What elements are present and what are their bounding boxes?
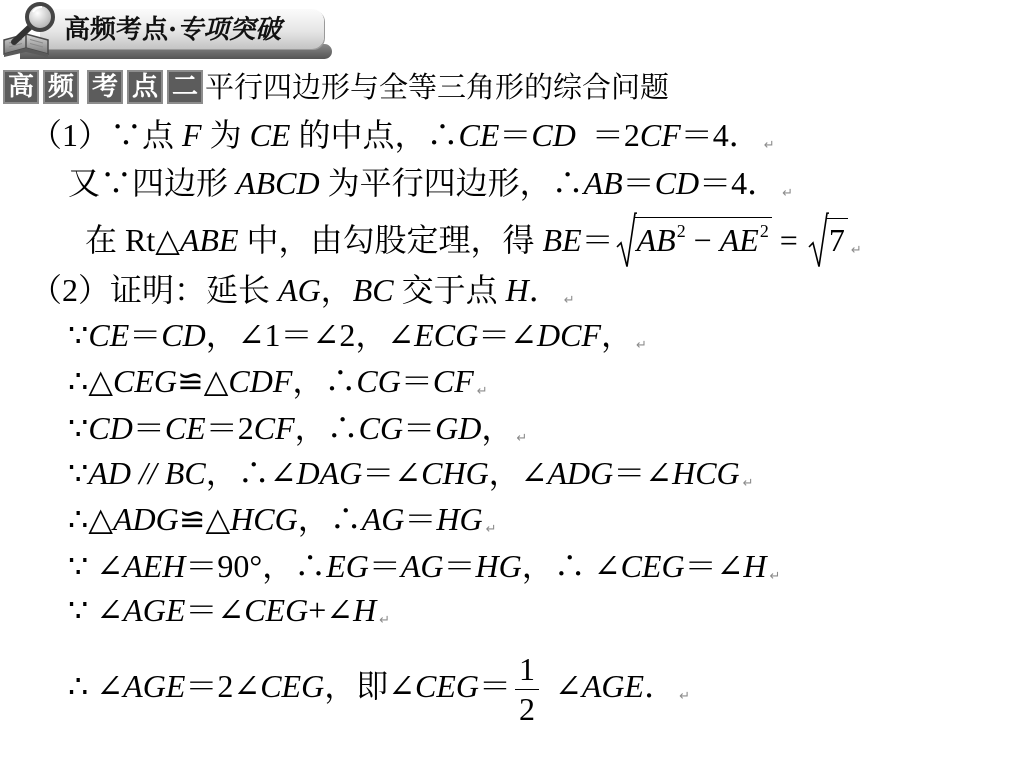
- math-variable: CD: [161, 317, 206, 353]
- square-root: [808, 212, 848, 268]
- section-badge: 高: [3, 70, 39, 104]
- text-run: ≌△: [176, 363, 229, 399]
- text-run: ，: [481, 410, 514, 446]
- math-variable: ABE: [179, 222, 239, 258]
- math-variable: AEH: [123, 548, 186, 584]
- text-run: ，: [320, 272, 353, 308]
- text-run: ＝90°，∴: [185, 548, 327, 584]
- math-variable: CF: [432, 363, 474, 399]
- text-run: ∵: [68, 317, 89, 353]
- math-variable: AE: [719, 222, 759, 258]
- text-run: ∴ ∠: [68, 668, 124, 704]
- text-run: ＝: [403, 410, 436, 446]
- text-run: ，∴: [294, 410, 359, 446]
- text-run: ＝: [368, 548, 401, 584]
- math-variable: ADG: [547, 455, 614, 491]
- text-run: ＝: [129, 317, 162, 353]
- math-variable: CEG: [415, 668, 480, 704]
- math-variable: BE: [542, 222, 582, 258]
- math-variable: CD: [654, 165, 700, 201]
- text-run: ＝: [400, 363, 433, 399]
- text-run: ＝: [499, 117, 532, 153]
- math-variable: AGE: [123, 668, 186, 704]
- text-run: −: [685, 222, 720, 258]
- text-run: 的中点，∴: [290, 117, 459, 153]
- text-run: （2）证明：延长: [30, 272, 279, 308]
- text-run: ＝: [443, 548, 476, 584]
- radicand: [827, 218, 848, 259]
- math-variable: ECG: [414, 317, 479, 353]
- math-variable: CEG: [112, 363, 177, 399]
- superscript: 2: [676, 221, 686, 242]
- text-run: ，∴ ∠: [521, 548, 621, 584]
- text-run: ＝∠: [185, 592, 245, 628]
- paragraph-mark: ↵: [563, 293, 575, 308]
- fraction: [515, 650, 539, 728]
- text-run: ＝∠: [684, 548, 744, 584]
- section-badges: [3, 70, 203, 104]
- math-variable: EG: [326, 548, 369, 584]
- text-run: ＝: [404, 501, 437, 537]
- solution-line: [85, 212, 862, 279]
- text-run: ＝: [132, 410, 165, 446]
- banner-title-script: 专项突破: [177, 15, 282, 45]
- math-variable: AGE: [123, 592, 186, 628]
- math-variable: AB: [583, 165, 623, 201]
- text-run: 为平行四边形，∴: [319, 165, 584, 201]
- section-badge: 二: [167, 70, 203, 104]
- fraction-numerator: 1: [515, 653, 539, 691]
- header-banner: [0, 0, 336, 62]
- math-variable: DCF: [537, 317, 601, 353]
- math-variable: AG: [400, 548, 444, 584]
- paragraph-mark: ↵: [850, 243, 862, 258]
- text-run: 7: [828, 222, 845, 258]
- paragraph-mark: ↵: [763, 138, 775, 153]
- math-variable: AB: [636, 222, 676, 258]
- math-variable: CEG: [620, 548, 685, 584]
- math-variable: CEG: [244, 592, 309, 628]
- text-run: ＝4．: [680, 117, 761, 153]
- math-variable: CDF: [228, 363, 293, 399]
- math-variable: AG: [278, 272, 321, 308]
- solution-line: [30, 270, 575, 321]
- text-run: （1）∵点: [30, 117, 183, 153]
- text-run: ＝∠: [613, 455, 673, 491]
- text-run: 交于点: [393, 272, 506, 308]
- text-run: ∠: [547, 668, 582, 704]
- text-run: ∵ ∠: [68, 592, 124, 628]
- text-run: 为: [201, 117, 250, 153]
- text-run: ，即∠: [324, 668, 416, 704]
- math-variable: ADG: [112, 501, 179, 537]
- text-run: +∠: [308, 592, 354, 628]
- math-variable: CD: [531, 117, 576, 153]
- text-run: ∵: [68, 410, 89, 446]
- math-variable: CE: [88, 317, 130, 353]
- math-variable: F: [182, 117, 202, 153]
- fraction-denominator: 2: [519, 691, 536, 728]
- text-run: ＝: [581, 222, 614, 258]
- text-run: ∴△: [68, 501, 113, 537]
- paragraph-mark: ↵: [485, 522, 497, 537]
- math-variable: CHG: [421, 455, 489, 491]
- solution-line: [30, 115, 775, 166]
- square-root: [616, 212, 772, 268]
- text-run: ．: [528, 272, 561, 308]
- banner-title: [64, 14, 281, 46]
- math-variable: AG: [361, 501, 405, 537]
- text-run: ，∴: [292, 363, 357, 399]
- solution-line: [68, 453, 754, 504]
- text-run: ∴△: [68, 363, 113, 399]
- text-run: 中，由勾股定理，得: [238, 222, 543, 258]
- math-variable: DAG: [296, 455, 363, 491]
- paragraph-mark: ↵: [742, 476, 754, 491]
- text-run: ＝∠: [478, 317, 537, 353]
- text-run: ＝: [479, 668, 512, 704]
- math-variable: HCG: [672, 455, 740, 491]
- math-variable: BC: [352, 272, 394, 308]
- math-variable: AD // BC: [88, 455, 206, 491]
- text-run: ∵: [68, 455, 89, 491]
- math-variable: CF: [253, 410, 295, 446]
- solution-line: [68, 408, 527, 459]
- math-variable: CEG: [260, 668, 325, 704]
- solution-line: [68, 315, 647, 366]
- math-variable: AGE: [581, 668, 645, 704]
- math-variable: H: [743, 548, 767, 584]
- text-run: ，∴∠: [205, 455, 297, 491]
- text-run: ≌△: [178, 501, 231, 537]
- section-badge: 考: [87, 70, 123, 104]
- math-variable: HG: [436, 501, 483, 537]
- paragraph-mark: ↵: [516, 431, 528, 446]
- superscript: 2: [759, 221, 769, 242]
- text-run: ＝4．: [699, 165, 780, 201]
- radicand: [635, 217, 772, 259]
- section-badge: 频: [43, 70, 79, 104]
- text-run: 在 Rt△: [85, 222, 180, 258]
- text-run: 又∵四边形: [68, 165, 237, 201]
- paragraph-mark: ↵: [379, 613, 391, 628]
- text-run: ＝2: [205, 410, 254, 446]
- text-run: ＝∠: [362, 455, 422, 491]
- section-title: 平行四边形与全等三角形的综合问题: [205, 70, 670, 104]
- text-run: ，∠: [488, 455, 548, 491]
- math-variable: H: [353, 592, 377, 628]
- math-variable: CD: [88, 410, 133, 446]
- text-run: ＝2: [575, 117, 640, 153]
- text-run: ，∠1＝∠2，∠: [205, 317, 415, 353]
- banner-title-main: 高频考点·: [64, 15, 178, 45]
- math-variable: HG: [475, 548, 522, 584]
- section-badge: 点: [127, 70, 163, 104]
- math-variable: CF: [639, 117, 681, 153]
- text-run: ．: [644, 668, 677, 704]
- math-variable: GD: [435, 410, 482, 446]
- paragraph-mark: ↵: [636, 338, 647, 353]
- paragraph-mark: ↵: [782, 186, 794, 201]
- math-variable: CE: [249, 117, 291, 153]
- math-variable: H: [505, 272, 529, 308]
- math-variable: CG: [358, 410, 404, 446]
- paragraph-mark: ↵: [679, 689, 690, 704]
- math-variable: CE: [458, 117, 500, 153]
- solution-line: [68, 590, 390, 641]
- solution-line: [68, 163, 793, 214]
- math-variable: HCG: [230, 501, 298, 537]
- math-variable: ABCD: [236, 165, 320, 201]
- text-run: ＝2∠: [185, 668, 261, 704]
- math-variable: CE: [164, 410, 206, 446]
- radical-sign-icon: [808, 212, 828, 268]
- magnifier-book-icon: [0, 0, 66, 60]
- text-run: ，∴: [297, 501, 362, 537]
- math-variable: CG: [356, 363, 401, 399]
- solution-line: [68, 646, 690, 737]
- solution-line: [68, 361, 488, 412]
- radical-sign-icon: [616, 212, 636, 268]
- solution-line: [68, 499, 497, 550]
- paragraph-mark: ↵: [476, 384, 488, 399]
- text-run: ，: [601, 317, 634, 353]
- text-run: ∵ ∠: [68, 548, 124, 584]
- text-run: =: [771, 222, 806, 258]
- text-run: ＝: [622, 165, 655, 201]
- paragraph-mark: ↵: [769, 569, 781, 584]
